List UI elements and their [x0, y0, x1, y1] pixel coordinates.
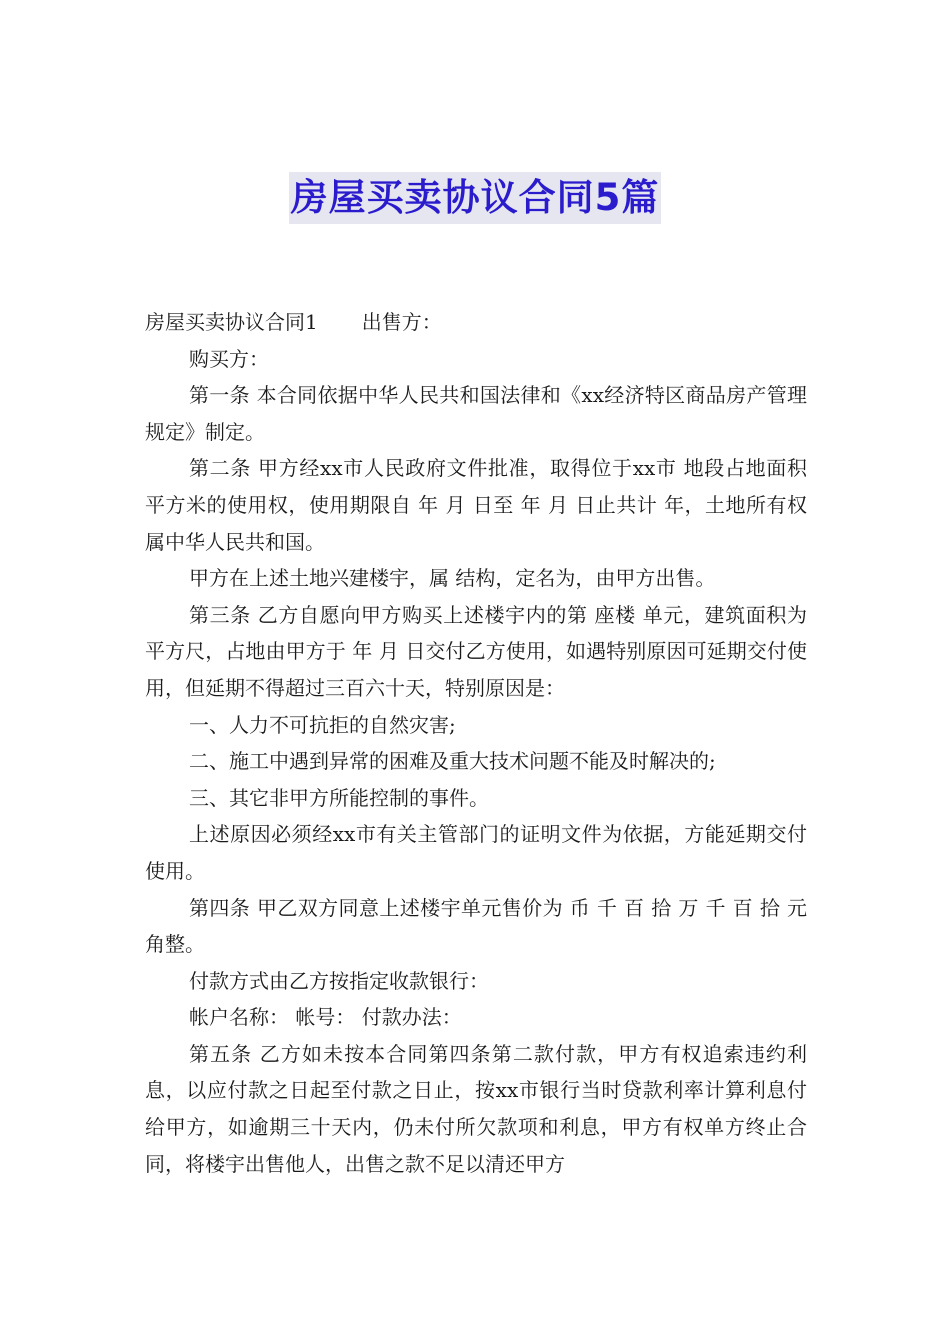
paragraph-buyer: 购买方：	[189, 346, 269, 371]
paragraph-article-3: 第三条 乙方自愿向甲方购买上述楼宇内的第 座楼 单元，建筑面积为 平方尺，占地由甲方于 年 月 日交付乙方使用，如遇特别原因可延期交付使用，但延期不得超过三百六十天，特别原因是：	[145, 602, 807, 700]
paragraph-article-2: 第二条 甲方经xx市人民政府文件批准，取得位于xx市 地段占地面积 平方米的使用权，使用期限自 年 月 日至 年 月 日止共计 年，土地所有权属中华人民共和国。	[145, 456, 807, 554]
paragraph-reason-2: 二、施工中遇到异常的困难及重大技术问题不能及时解决的;	[189, 749, 716, 774]
paragraph-reason-1: 一、人力不可抗拒的自然灾害;	[189, 712, 456, 737]
paragraph-payment-method: 付款方式由乙方按指定收款银行：	[189, 968, 489, 993]
paragraph-article-4: 第四条 甲乙双方同意上述楼宇单元售价为 币 千 百 拾 万 千 百 拾 元 角整。	[145, 895, 807, 957]
document-title: 房屋买卖协议合同5篇	[289, 172, 662, 224]
paragraph-account: 帐户名称： 帐号： 付款办法：	[189, 1005, 462, 1030]
seller-label: 出售方：	[361, 310, 442, 334]
contract-heading: 房屋买卖协议合同1	[145, 310, 318, 334]
title-container	[0, 172, 950, 224]
paragraph-article-5: 第五条 乙方如未按本合同第四条第二款付款，甲方有权追索违约利息，以应付款之日起至付款之日止，按xx市银行当时贷款利率计算利息付给甲方，如逾期三十天内，仍未付所欠款项和利息，甲方有权单方终止合同，将楼宇出售他人，出售之款不足以清还甲方	[145, 1041, 807, 1176]
paragraph-proof: 上述原因必须经xx市有关主管部门的证明文件为依据，方能延期交付使用。	[145, 822, 807, 883]
document-body	[145, 304, 807, 1182]
paragraph-building: 甲方在上述土地兴建楼宇，属 结构，定名为，由甲方出售。	[189, 566, 716, 591]
heading-line	[145, 304, 807, 341]
paragraph-article-1: 第一条 本合同依据中华人民共和国法律和《xx经济特区商品房产管理规定》制定。	[145, 383, 807, 444]
paragraph-reason-3: 三、其它非甲方所能控制的事件。	[189, 785, 489, 810]
